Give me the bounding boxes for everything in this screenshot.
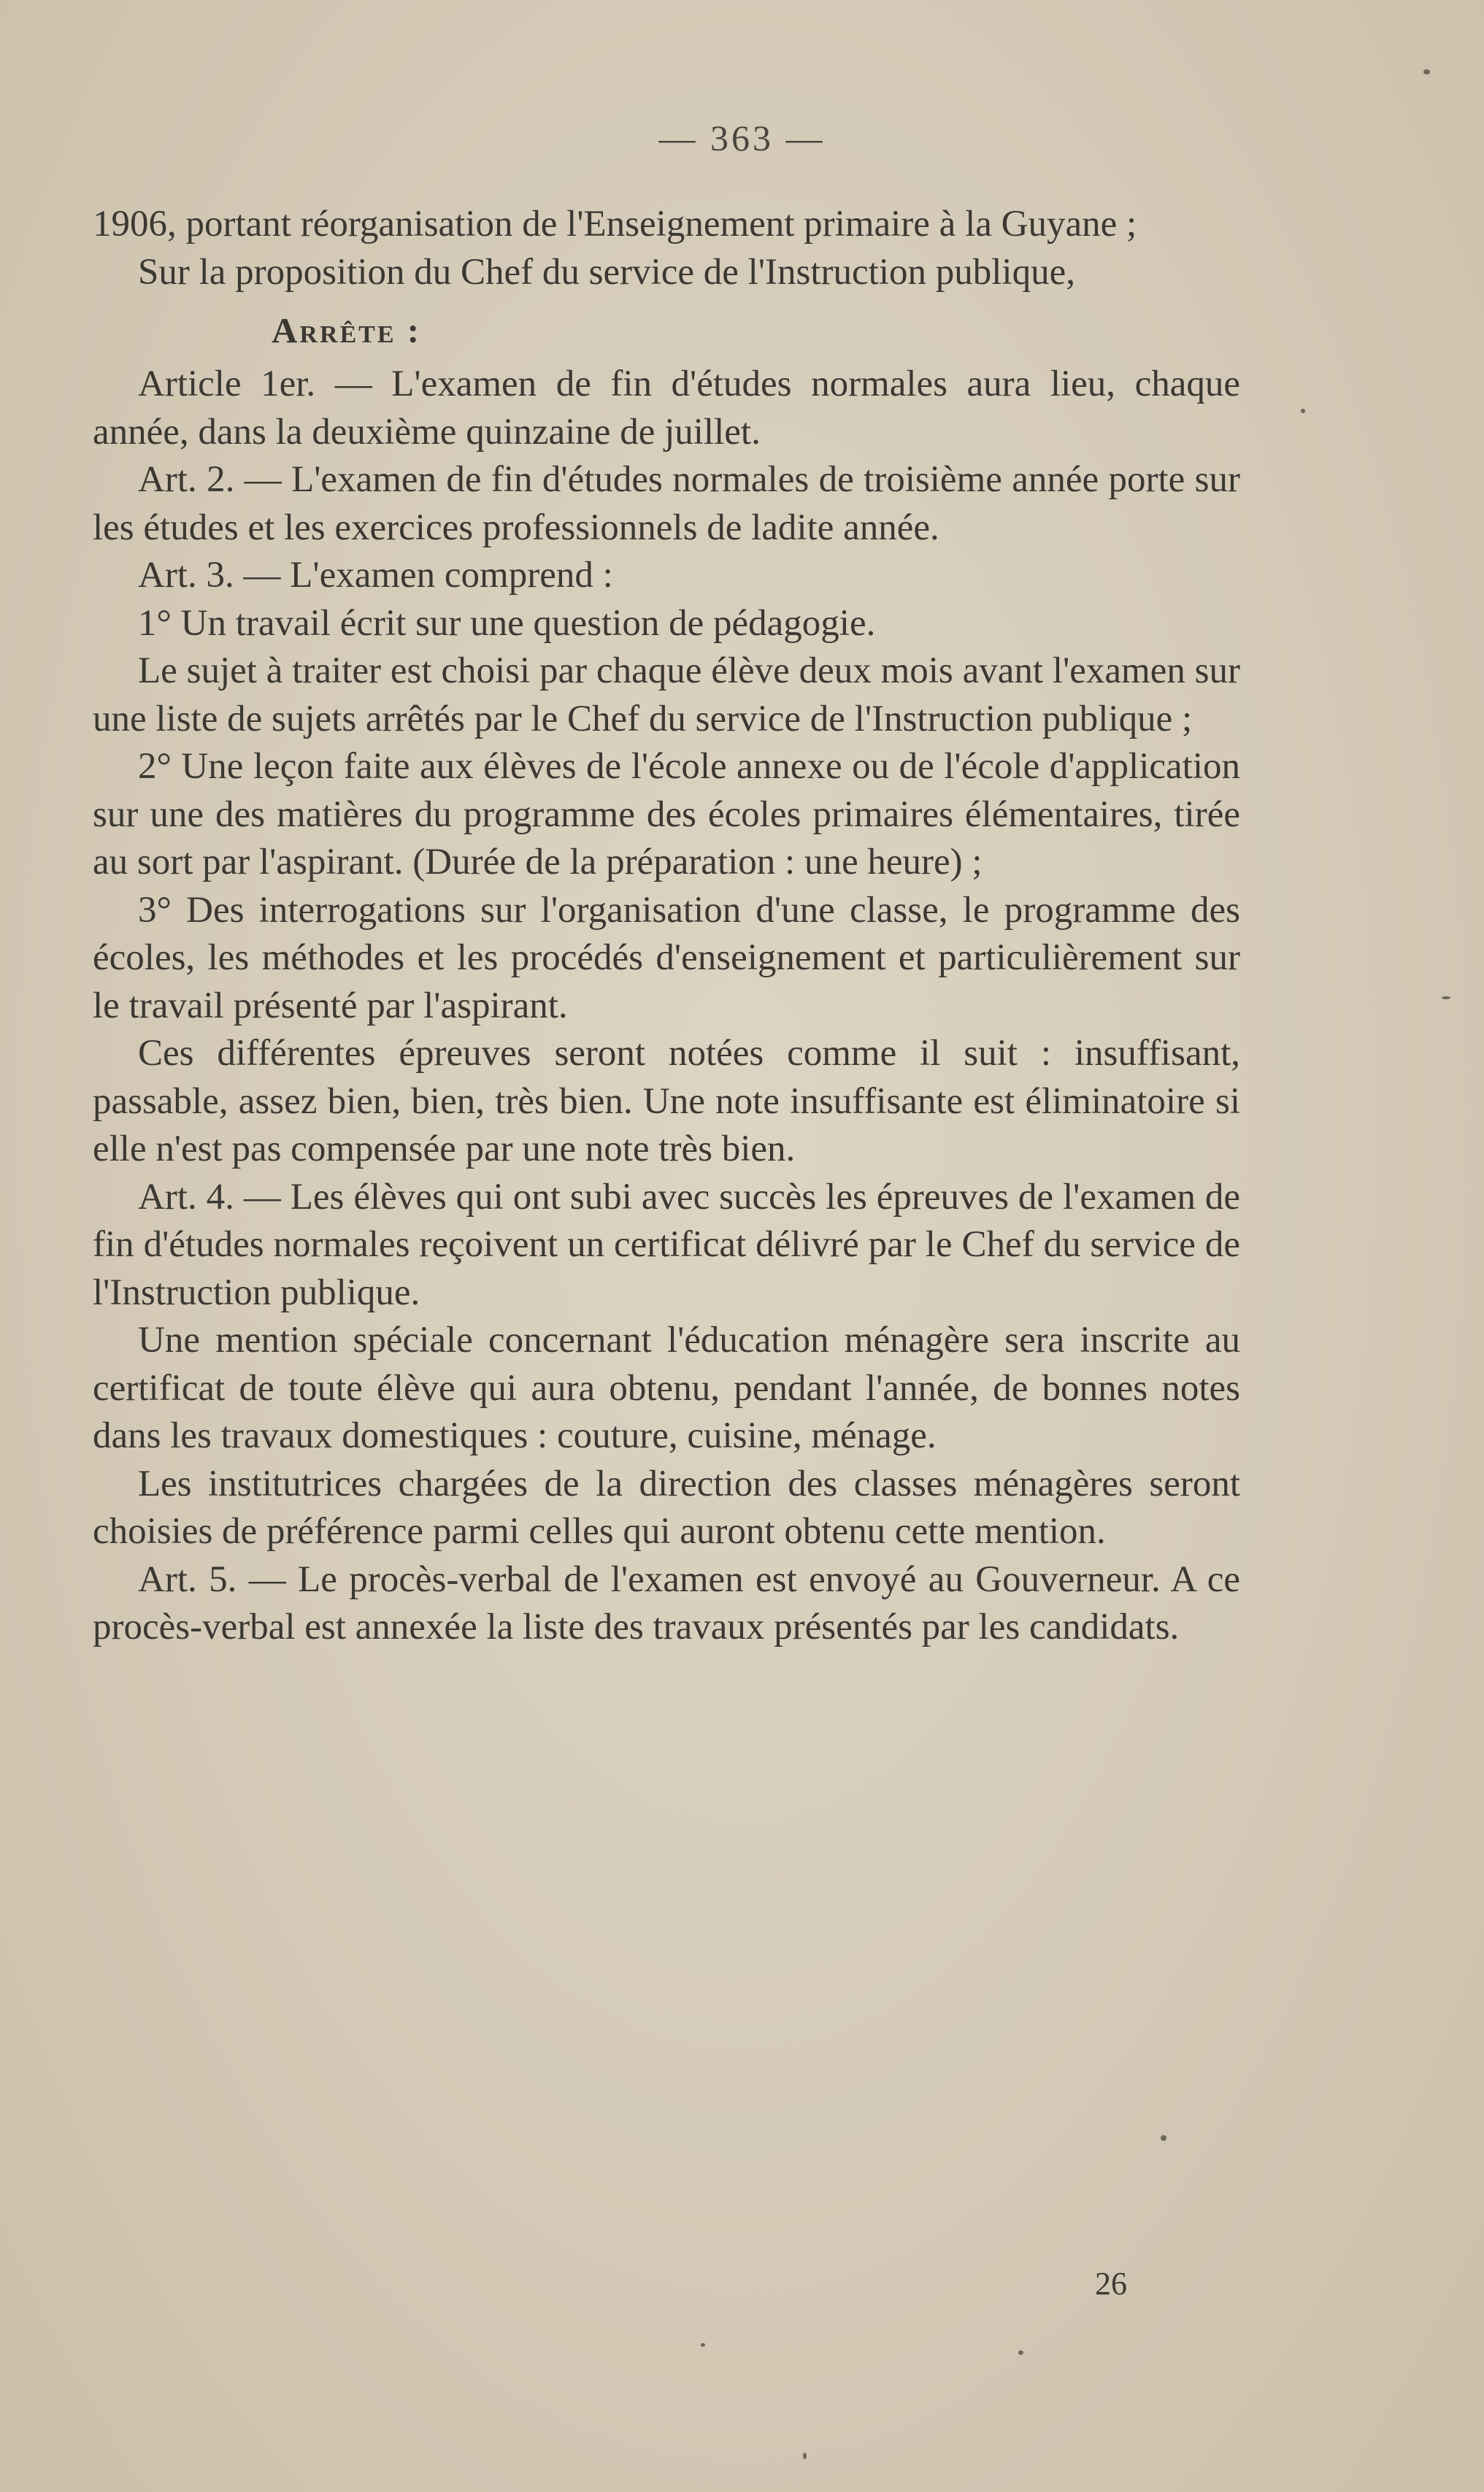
- paper-speck: [803, 2453, 807, 2459]
- paragraph: 1906, portant réorganisation de l'Enseignement primaire à la Guyane ;: [93, 204, 1137, 245]
- paragraph: Art. 3. — L'examen comprend :: [138, 555, 613, 596]
- paper-speck: [1018, 2350, 1023, 2355]
- paragraph: Article 1er. — L'examen de fin d'études normales aura lieu, chaque année, dans la deuxième quinzaine de juillet.: [93, 364, 1240, 453]
- paper-speck: [701, 2343, 705, 2347]
- paper-speck: [1423, 69, 1430, 74]
- paragraph: 1° Un travail écrit sur une question de pédagogie.: [138, 602, 876, 644]
- paragraph: Le sujet à traiter est choisi par chaque élève deux mois avant l'examen sur une liste de sujets arrêtés par le Chef du service de l'Instruction publique ;: [93, 650, 1240, 739]
- paragraph: Une mention spéciale concernant l'éducation ménagère sera inscrite au certificat de toute élève qui aura obtenu, pendant l'année, de bonnes notes dans les travaux domestiques : couture, cuisine, ménage.: [93, 1320, 1240, 1456]
- paragraph: Art. 4. — Les élèves qui ont subi avec succès les épreuves de l'examen de fin d'études normales reçoivent un certificat délivré par le Chef du service de l'Instruction publique.: [93, 1176, 1240, 1313]
- paper-speck: [1161, 2135, 1166, 2141]
- paragraph: Ces différentes épreuves seront notées comme il suit : insuffisant, passable, assez bien, bien, très bien. Une note insuffisante est éliminatoire si elle n'est pas compensée par une note très bien.: [93, 1033, 1240, 1169]
- body-text: [93, 201, 1240, 1652]
- paragraph: Art. 2. — L'examen de fin d'études normales de troisième année porte sur les études et les exercices professionnels de ladite année.: [93, 459, 1240, 548]
- decree-heading: Arrête :: [272, 310, 422, 350]
- paragraph: Les institutrices chargées de la direction des classes ménagères seront choisies de préférence parmi celles qui auront obtenu cette mention.: [93, 1463, 1240, 1552]
- page-number: — 363 —: [658, 118, 826, 158]
- signature-mark: 26: [1095, 2266, 1127, 2301]
- paragraph: 2° Une leçon faite aux élèves de l'école annexe ou de l'école d'application sur une des matières du programme des écoles primaires élémentaires, tirée au sort par l'aspirant. (Durée de la préparation : une heure) ;: [93, 746, 1240, 882]
- paper-speck: [1442, 996, 1450, 999]
- paragraph: Sur la proposition du Chef du service de l'Instruction publique,: [138, 251, 1075, 293]
- paragraph: 3° Des interrogations sur l'organisation d'une classe, le programme des écoles, les méthodes et les procédés d'enseignement et particulièrement sur le travail présenté par l'aspirant.: [93, 889, 1240, 1026]
- paper-speck: [1301, 409, 1305, 413]
- paragraph: Art. 5. — Le procès-verbal de l'examen est envoyé au Gouverneur. A ce procès-verbal est annexée la liste des travaux présentés par les candidats.: [93, 1558, 1240, 1647]
